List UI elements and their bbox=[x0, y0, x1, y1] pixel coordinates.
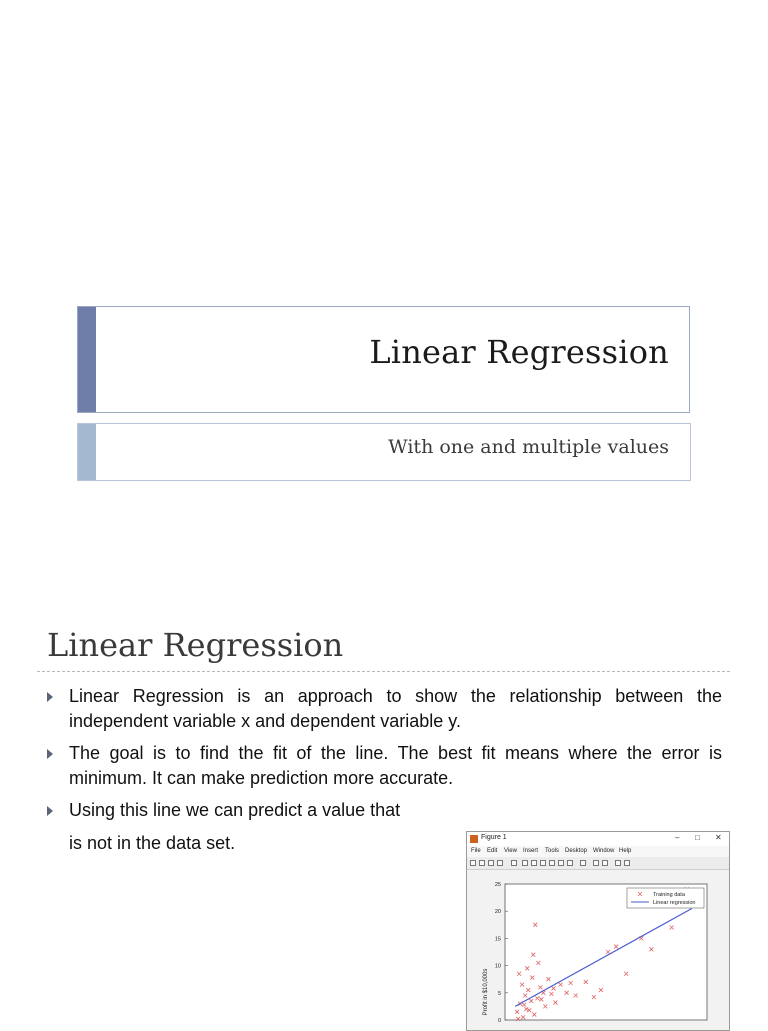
figure-toolbar bbox=[467, 857, 729, 870]
figure-window bbox=[466, 831, 730, 1031]
save-icon[interactable] bbox=[488, 860, 494, 866]
brush-icon[interactable] bbox=[567, 860, 573, 866]
title-box bbox=[77, 306, 690, 413]
title-divider bbox=[37, 671, 730, 672]
scatter-plot bbox=[467, 870, 730, 1031]
y-tick-label: 0 bbox=[497, 1018, 501, 1024]
subtitle-box bbox=[77, 423, 691, 481]
minimize-button[interactable]: – bbox=[675, 833, 680, 842]
bullet-text-line2: is not in the data set. bbox=[69, 833, 236, 853]
legend-linear-regression: Linear regression bbox=[653, 900, 696, 906]
y-tick-label: 25 bbox=[494, 882, 501, 888]
section-title: Linear Regression bbox=[47, 626, 344, 664]
figure-title: Figure 1 bbox=[481, 834, 507, 841]
matlab-logo-icon bbox=[470, 835, 478, 843]
bullet-item bbox=[47, 741, 722, 791]
link-icon[interactable] bbox=[580, 860, 586, 866]
data-cursor-icon[interactable] bbox=[558, 860, 564, 866]
y-tick-label: 10 bbox=[494, 963, 501, 970]
bullet-text-line1: Using this line we can predict a value that bbox=[69, 800, 401, 820]
menu-desktop[interactable]: Desktop bbox=[565, 848, 588, 854]
menu-insert[interactable]: Insert bbox=[523, 848, 539, 854]
legend bbox=[627, 888, 704, 908]
figure-menubar bbox=[467, 846, 729, 857]
slide-title: Linear Regression bbox=[369, 333, 669, 371]
pan-icon[interactable] bbox=[540, 860, 546, 866]
hide-tools-icon[interactable] bbox=[615, 860, 621, 866]
rotate-icon[interactable] bbox=[549, 860, 555, 866]
title-accent-bar bbox=[78, 307, 96, 412]
menu-edit[interactable]: Edit bbox=[487, 848, 498, 854]
bullet-text: The goal is to find the fit of the line. The best fit means where the error is minimum. It can make prediction more accurate. bbox=[69, 743, 722, 788]
bullet-arrow-icon bbox=[47, 806, 53, 816]
colorbar-icon[interactable] bbox=[593, 860, 599, 866]
maximize-button[interactable]: □ bbox=[695, 833, 700, 842]
figure-titlebar[interactable] bbox=[467, 832, 729, 846]
close-button[interactable]: ✕ bbox=[715, 833, 722, 842]
y-tick-label: 20 bbox=[494, 909, 501, 916]
pointer-icon[interactable] bbox=[511, 860, 517, 866]
bullet-arrow-icon bbox=[47, 749, 53, 759]
print-icon[interactable] bbox=[497, 860, 503, 866]
y-axis-label: Profit in $10,000s bbox=[483, 968, 489, 1016]
menu-view[interactable]: View bbox=[504, 848, 517, 854]
slide-subtitle: With one and multiple values bbox=[388, 436, 669, 458]
y-tick-label: 15 bbox=[494, 936, 501, 943]
menu-help[interactable]: Help bbox=[619, 848, 632, 854]
legend-training-data: Training data bbox=[653, 892, 685, 898]
bullet-text: Linear Regression is an approach to show the relationship between the independent variable x and dependent variable y. bbox=[69, 686, 722, 731]
show-tools-icon[interactable] bbox=[624, 860, 630, 866]
subtitle-accent-bar bbox=[78, 424, 96, 480]
menu-tools[interactable]: Tools bbox=[545, 848, 560, 854]
bullet-item bbox=[47, 684, 722, 734]
zoom-in-icon[interactable] bbox=[522, 860, 528, 866]
bullet-arrow-icon bbox=[47, 692, 53, 702]
legend-icon[interactable] bbox=[602, 860, 608, 866]
open-file-icon[interactable] bbox=[479, 860, 485, 866]
zoom-out-icon[interactable] bbox=[531, 860, 537, 866]
y-tick-label: 5 bbox=[497, 990, 501, 997]
menu-file[interactable]: File bbox=[471, 848, 481, 854]
new-figure-icon[interactable] bbox=[470, 860, 476, 866]
menu-window[interactable]: Window bbox=[593, 848, 615, 854]
